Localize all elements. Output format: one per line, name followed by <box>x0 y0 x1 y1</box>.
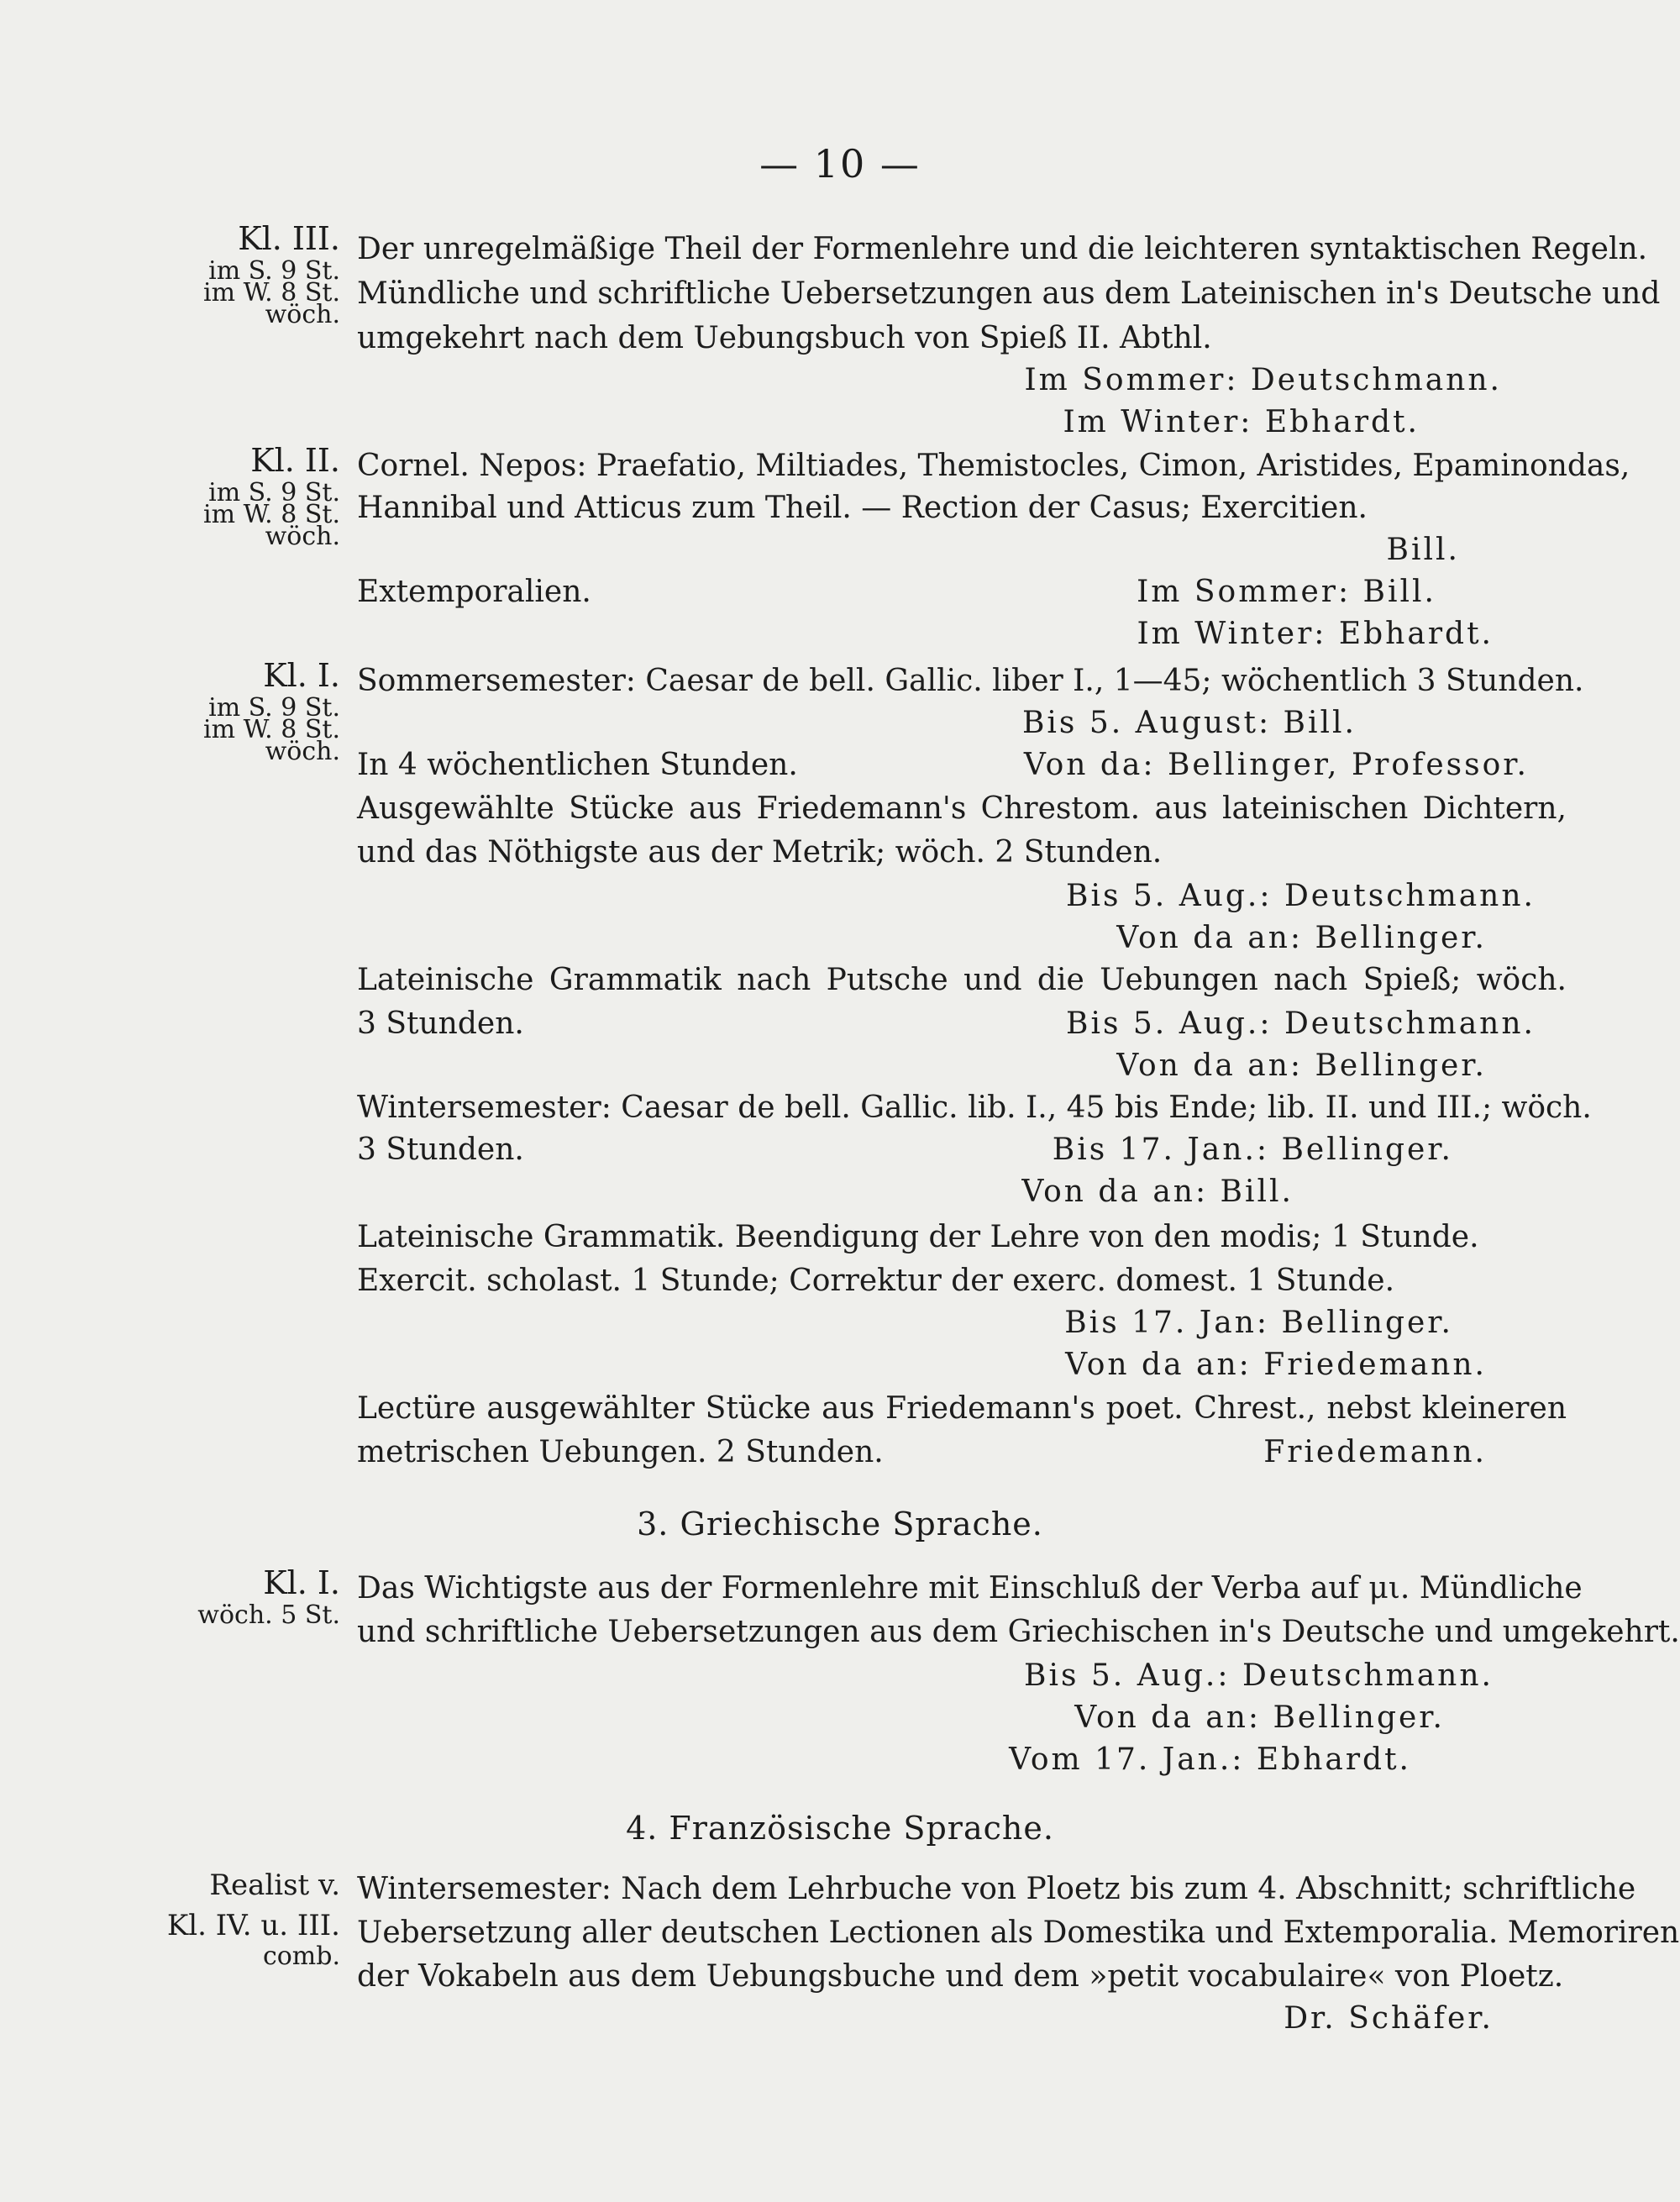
teacher-line: Von da an: Bill. <box>1021 1175 1294 1209</box>
class-name: Realist v. <box>209 1868 340 1902</box>
text-line: und das Nöthigste aus der Metrik; wöch. 2 Stunden. <box>357 835 1163 870</box>
text-line: Lateinische Grammatik. Beendigung der Lehre von den modis; 1 Stunde. <box>357 1220 1479 1254</box>
text-line: Uebersetzung aller deutschen Lectionen als Domestika und Extemporalia. Memoriren <box>357 1916 1680 1950</box>
teacher-line: Von da an: Friedemann. <box>1065 1348 1487 1382</box>
text-line: Wintersemester: Caesar de bell. Gallic. lib. I., 45 bis Ende; lib. II. und III.; wöch. <box>357 1090 1592 1125</box>
section-heading-greek: 3. Griechische Sprache. <box>637 1506 1043 1542</box>
hours-unit: wöch. <box>265 522 340 551</box>
class-label-kl2 <box>126 439 340 551</box>
class-name: Kl. I. <box>263 1564 340 1601</box>
teacher-line: Bill. <box>1386 533 1460 567</box>
teacher-line: Bis 17. Jan.: Bellinger. <box>1052 1133 1453 1167</box>
class-name: Kl. IV. u. III. <box>166 1909 340 1942</box>
page-number: — 10 — <box>759 141 921 187</box>
text-line: Lateinische Grammatik nach Putsche und die Uebungen nach Spieß; wöch. <box>357 963 1567 997</box>
text-line: Das Wichtigste aus der Formenlehre mit Einschluß der Verba auf μι. Mündliche <box>357 1571 1583 1606</box>
text-line: Exercit. scholast. 1 Stunde; Correktur der exerc. domest. 1 Stunde. <box>357 1264 1395 1298</box>
text-line: Der unregelmäßige Theil der Formenlehre und die leichteren syntaktischen Regeln. <box>357 232 1648 266</box>
hours-unit: wöch. <box>265 737 340 766</box>
teacher-line: Von da an: Bellinger. <box>1074 1700 1445 1735</box>
text-line: Wintersemester: Nach dem Lehrbuche von Ploetz bis zum 4. Abschnitt; schriftliche <box>357 1872 1636 1906</box>
teacher-line: Im Winter: Ebhardt. <box>1137 617 1494 651</box>
hours-summer: im S. 9 St. <box>208 478 340 507</box>
class-label-greek <box>126 1561 340 1630</box>
teacher-line: Bis 5. Aug.: Deutschmann. <box>1066 1006 1536 1041</box>
text-line: Mündliche und schriftliche Uebersetzungen aus dem Lateinischen in's Deutsche und <box>357 276 1661 311</box>
teacher-line: Bis 5. Aug.: Deutschmann. <box>1066 879 1536 913</box>
teacher-line: Bis 17. Jan: Bellinger. <box>1064 1306 1453 1340</box>
hours-winter: im W. 8 St. <box>202 278 340 307</box>
text-line: Sommersemester: Caesar de bell. Gallic. liber I., 1—45; wöchentlich 3 Stunden. <box>357 664 1584 698</box>
text-line: umgekehrt nach dem Uebungsbuch von Spieß II. Abthl. <box>357 321 1212 355</box>
teacher-line: Friedemann. <box>1263 1435 1487 1469</box>
class-name: Kl. III. <box>238 220 340 257</box>
class-label-kl1 <box>126 654 340 766</box>
class-name: Kl. II. <box>250 442 340 479</box>
section-heading-french: 4. Französische Sprache. <box>626 1810 1054 1847</box>
teacher-line: Im Sommer: Bill. <box>1137 575 1436 609</box>
text-line: und schriftliche Uebersetzungen aus dem Griechischen in's Deutsche und umgekehrt. <box>357 1615 1680 1649</box>
class-label-french <box>126 1865 340 1971</box>
text-line: der Vokabeln aus dem Uebungsbuche und dem »petit vocabulaire« von Ploetz. <box>357 1959 1564 1994</box>
text-line: 3 Stunden. <box>357 1133 524 1167</box>
text-line: Ausgewählte Stücke aus Friedemann's Chrestom. aus lateinischen Dichtern, <box>357 791 1567 826</box>
class-label-kl3 <box>126 217 340 329</box>
hours: wöch. 5 St. <box>197 1600 340 1630</box>
text-line: Lectüre ausgewählter Stücke aus Friedemann's poet. Chrest., nebst kleineren <box>357 1391 1567 1426</box>
teacher-line: Im Winter: Ebhardt. <box>1063 405 1420 439</box>
text-line: In 4 wöchentlichen Stunden. <box>357 748 798 782</box>
text-line: Hannibal und Atticus zum Theil. — Rection der Casus; Exercitien. <box>357 491 1368 525</box>
teacher-line: Dr. Schäfer. <box>1284 2001 1494 2036</box>
teacher-line: Von da an: Bellinger. <box>1116 921 1487 955</box>
hours-winter: im W. 8 St. <box>202 500 340 529</box>
hours-winter: im W. 8 St. <box>202 715 340 744</box>
class-name: Kl. I. <box>263 657 340 694</box>
teacher-line: Bis 5. Aug.: Deutschmann. <box>1024 1658 1494 1693</box>
text-line: metrischen Uebungen. 2 Stunden. <box>357 1435 884 1469</box>
teacher-line: Von da an: Bellinger. <box>1116 1048 1487 1083</box>
text-line: Cornel. Nepos: Praefatio, Miltiades, Themistocles, Cimon, Aristides, Epaminondas, <box>357 449 1630 483</box>
combined-note: comb. <box>262 1942 340 1971</box>
teacher-line: Vom 17. Jan.: Ebhardt. <box>1009 1742 1411 1777</box>
teacher-line: Bis 5. August: Bill. <box>1021 706 1357 740</box>
hours-summer: im S. 9 St. <box>208 256 340 286</box>
text-line: 3 Stunden. <box>357 1006 524 1041</box>
teacher-line: Von da: Bellinger, Professor. <box>1023 748 1529 782</box>
hours-summer: im S. 9 St. <box>208 693 340 723</box>
hours-unit: wöch. <box>265 300 340 329</box>
text-line: Extemporalien. <box>357 575 591 609</box>
teacher-line: Im Sommer: Deutschmann. <box>1024 363 1502 397</box>
